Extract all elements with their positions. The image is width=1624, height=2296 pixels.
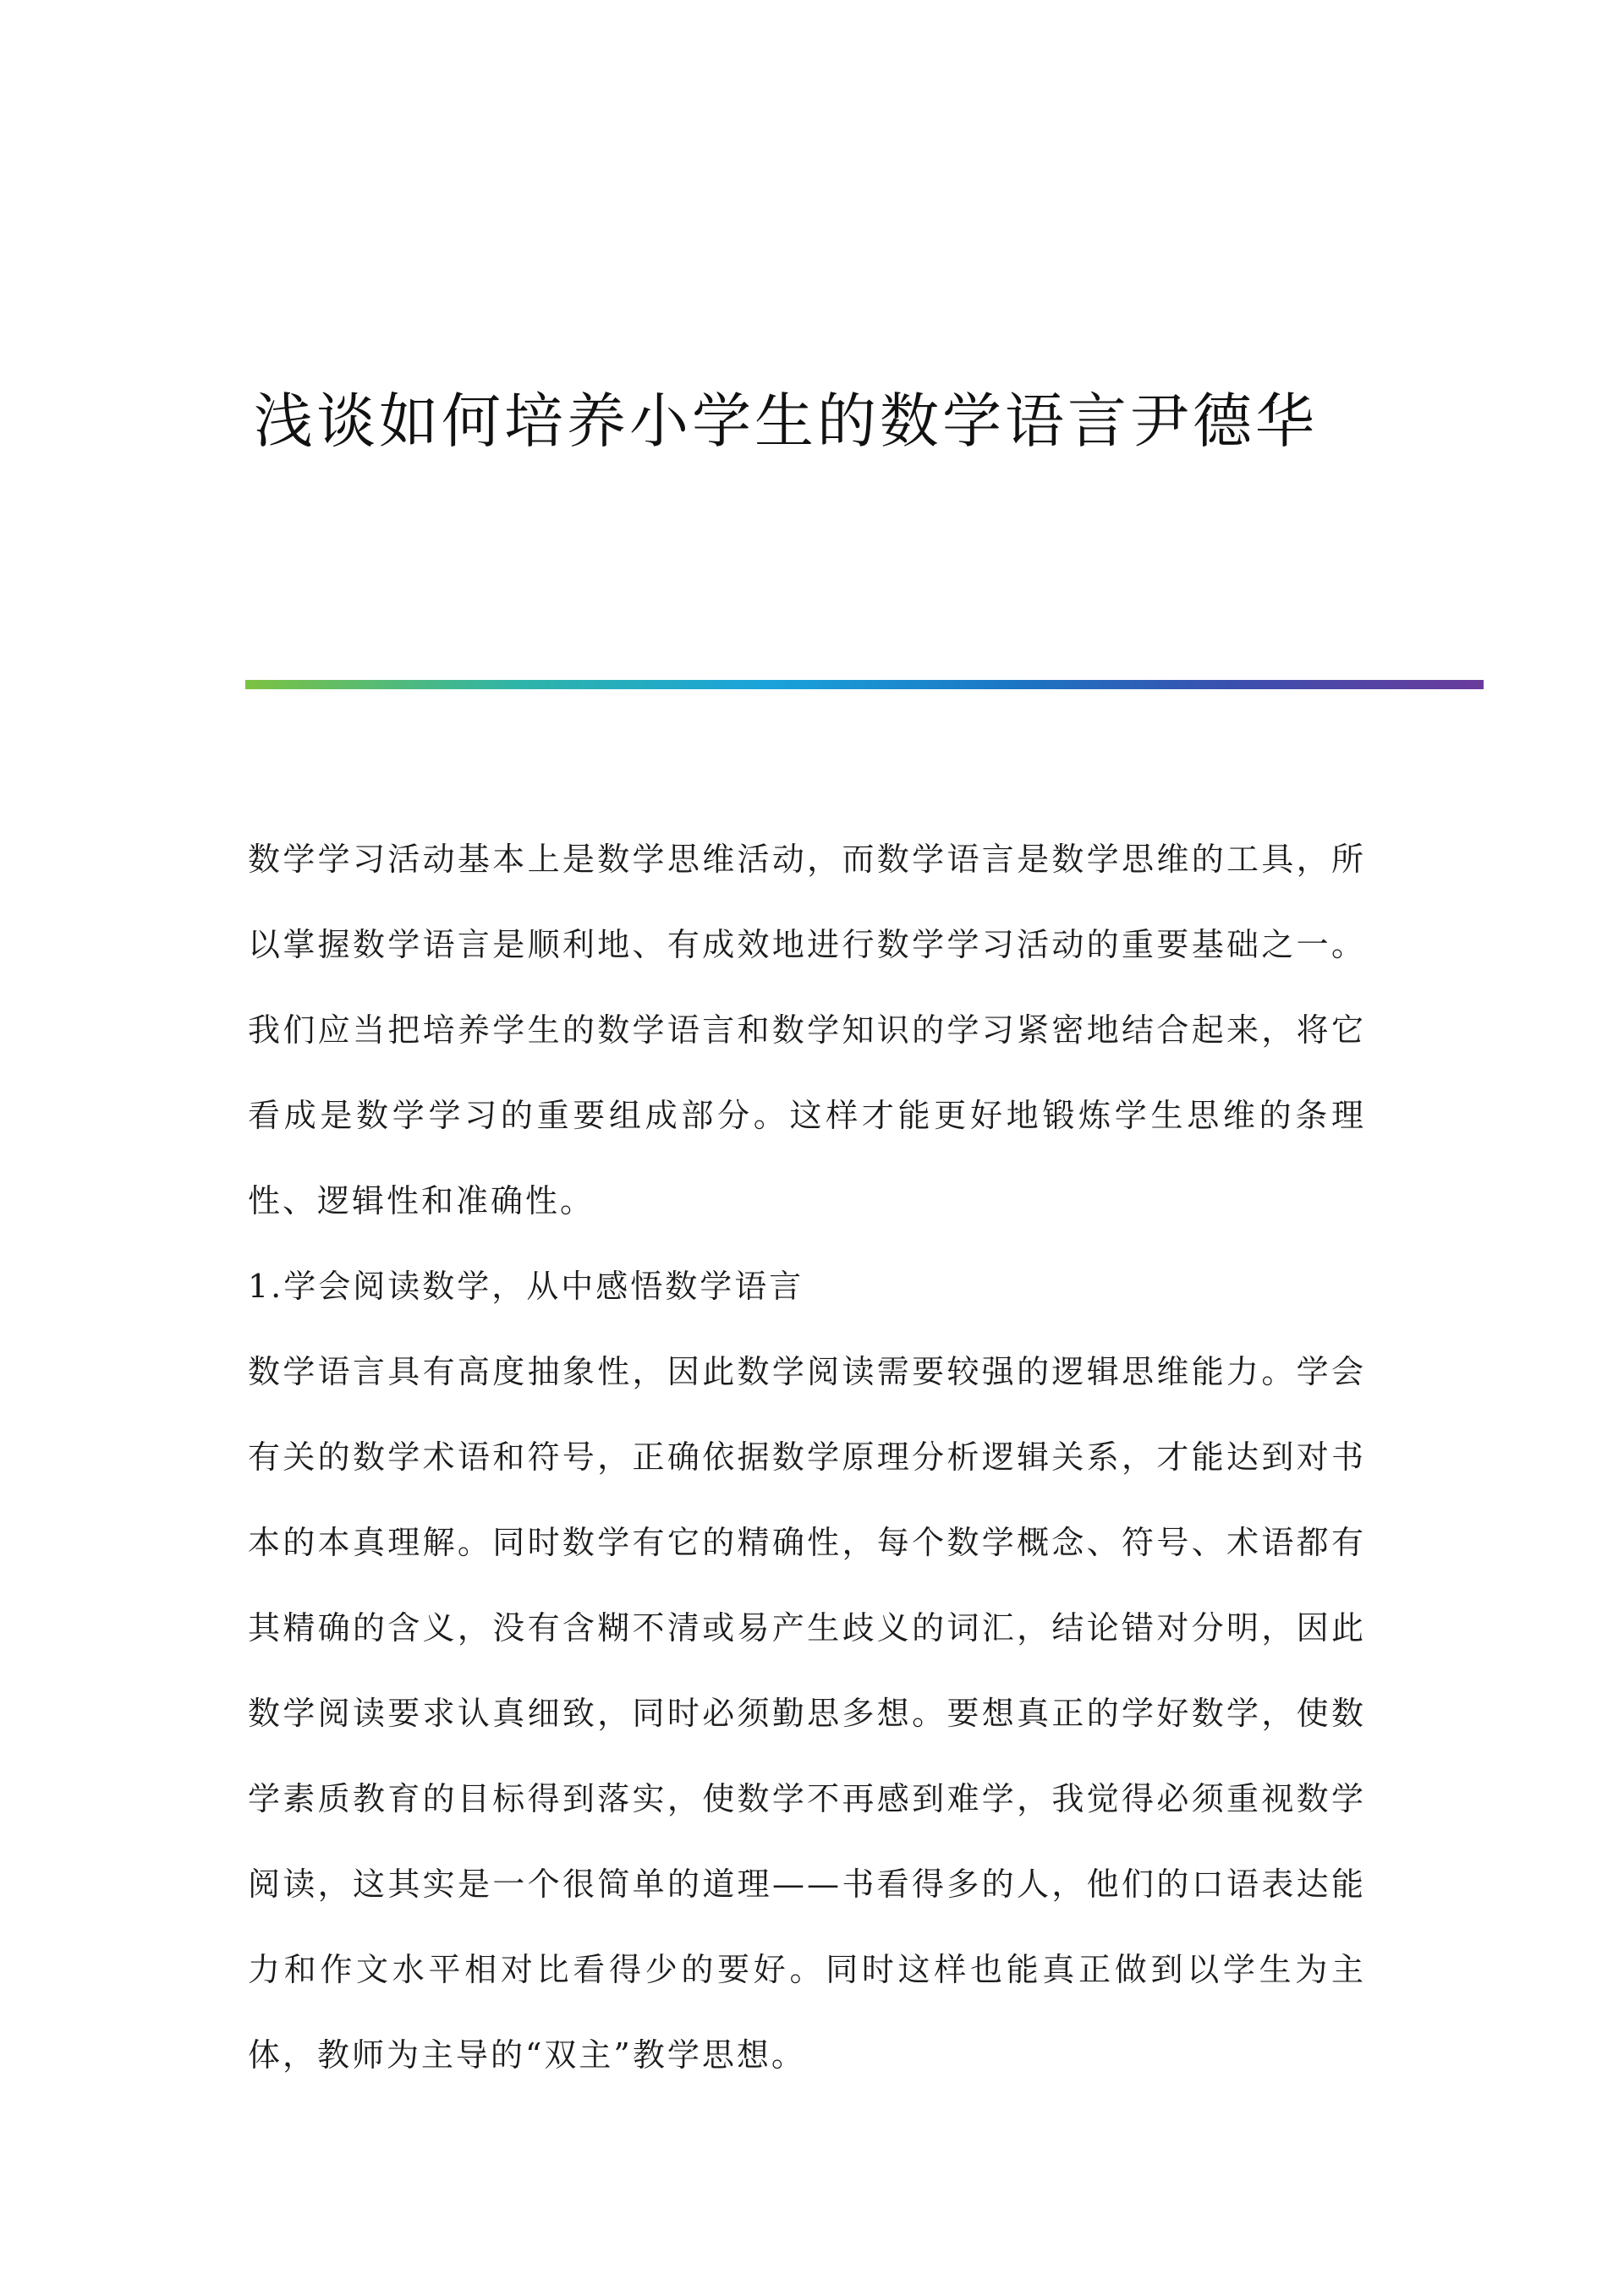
section-paragraph-1: 数学语言具有高度抽象性，因此数学阅读需要较强的逻辑思维能力。学会有关的数学术语和符号，正确依据数学原理分析逻辑关系，才能达到对书本的本真理解。同时数学有它的精确性，每个数学概念、符号、术语都有其精确的含义，没有含糊不清或易产生歧义的词汇，结论错对分明，因此数学阅读要求认真细致，同时必须勤思多想。要想真正的学好数学，使数学素质教育的目标得到落实，使数学不再感到难学，我觉得必须重视数学阅读，这其实是一个很简单的道理——书看得多的人，他们的口语表达能力和作文水平相对比看得少的要好。同时这样也能真正做到以学生为主体，教师为主导的“双主”教学思想。	[248, 1353, 1366, 2074]
document-title: 浅谈如何培养小学生的数学语言尹德华	[254, 386, 1318, 456]
section-heading-1: 1.学会阅读数学，从中感悟数学语言	[248, 1268, 804, 1305]
document-body	[248, 817, 1366, 2098]
intro-paragraph: 数学学习活动基本上是数学思维活动，而数学语言是数学思维的工具，所以掌握数学语言是顺利地、有成效地进行数学学习活动的重要基础之一。我们应当把培养学生的数学语言和数学知识的学习紧密地结合起来，将它看成是数学学习的重要组成部分。这样才能更好地锻炼学生思维的条理性、逻辑性和准确性。	[248, 841, 1366, 1219]
title-divider	[245, 680, 1484, 689]
